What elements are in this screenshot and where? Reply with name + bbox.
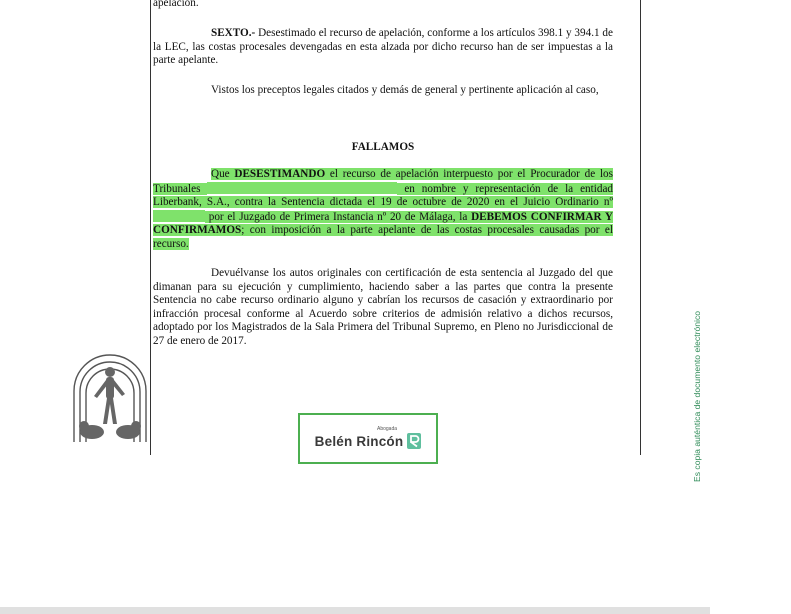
fallo-s7: ; con imposición a la parte apelante de las costas procesales causadas por el recurso. [153,224,613,250]
sexto-text: Desestimado el recurso de apelación, conforme a los artículos 398.1 y 394.1 de la LEC, las costas procesales devengadas en esta alzada por dicho recurso han de ser impuestas a la parte apelante. [153,27,613,67]
r-logo-icon [407,433,421,449]
badge-name: Belén Rincón [314,434,404,449]
sexto-label: SEXTO.- [211,27,256,39]
devuelvanse-text: Devuélvanse los autos originales con certificación de esta sentencia al Juzgado del que dimanan para su ejecución y cumplimiento, haciendo saber a las partes que contra la presente Sentencia no cabe recurso ordinario alguno y cabrían los recursos de casación y extraordinario por infracción procesal conforme al Acuerdo sobre criterios de admisión relativo a dichos recursos, adoptado por los Magistrados de la Sala Primera del Tribunal Supremo, en Pleno no Jurisdiccional de 27 de enero de 2017. [153,267,613,347]
redacted-case-number [153,210,205,222]
lawyer-badge [298,413,438,464]
fallo-debemos-confirmar: DEBEMOS CONFIRMAR Y CONFIRMAMOS [153,210,613,237]
top-fragment: apelación. [153,0,199,9]
fallamos-heading: FALLAMOS [351,141,415,153]
paragraph-fallo [153,168,613,252]
fallo-s5: por el Juzgado de Primera Instancia nº 20 de Málaga, la [205,210,472,223]
paragraph-vistos [153,84,613,98]
fallo-s3: el recurso de apelación interpuesto por el Procurador de los Tribunales [153,168,614,195]
paragraph-sexto [153,27,613,68]
bottom-scrollbar[interactable] [0,607,710,614]
paragraph-devuelvanse [153,267,613,349]
authentic-copy-note: Es copia auténtica de documento electrónico [692,310,702,482]
badge-role: Abogada [377,426,398,432]
vistos-text: Vistos los preceptos legales citados y demás de general y pertinente aplicación al caso, [211,84,599,96]
page-left-border [150,0,151,455]
page-right-border [640,0,641,455]
redacted-procurador [207,182,397,194]
fallo-s1: Que [211,168,235,180]
fallo-desestimando: DESESTIMANDO [234,168,326,180]
andalucia-emblem-icon [70,346,150,446]
fallo-s4: en nombre y representación de la entidad Liberbank, S.A., contra la Sentencia dictada el 19 de octubre de 2020 en el Juicio Ordinario nº [153,182,613,209]
